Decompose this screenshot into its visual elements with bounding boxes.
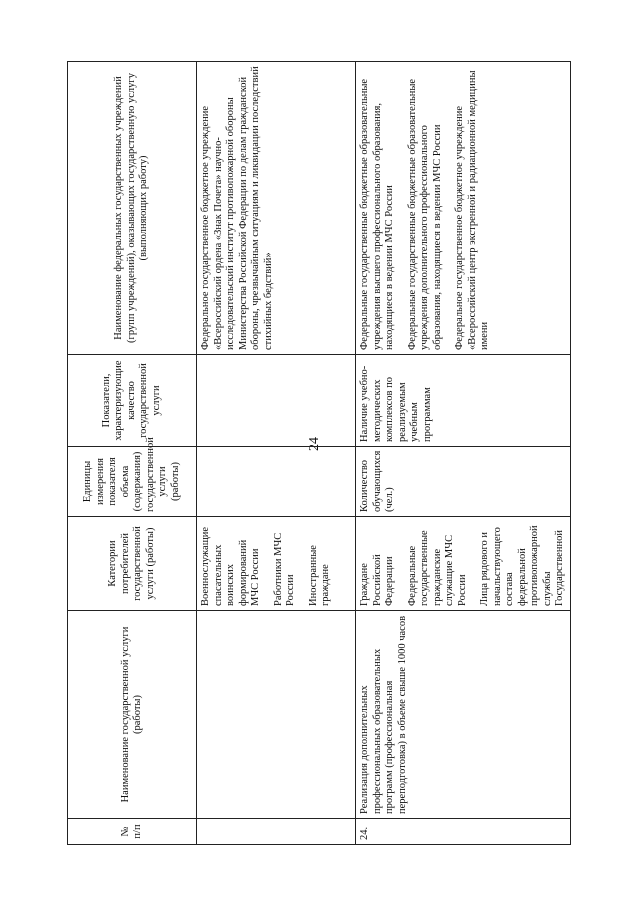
consumer-item: Работники МЧС России [272,532,296,606]
cell-indicator: Наличие учебно-методических комплексов по реализуемым учебным программам [356,355,571,447]
institution-item: Федеральные государственные бюджетные образовательные учреждения дополнительного профессионального образования, находящиеся в ведении МЧС России [406,78,443,350]
consumer-item: Граждане Российской Федерации [359,554,395,606]
header-num: № п/п [68,819,197,845]
cell-consumers [197,517,356,611]
page-number: 24 [307,437,322,451]
header-indicator: Показатели, характеризующие качество государственной услуги [68,355,197,447]
header-service: Наименование государственной услуги (работы) [68,611,197,819]
header-institutions: Наименование федеральных государственных учреждений (групп учреждений), оказывающих государственную услугу (выполняющих работу) [68,62,197,355]
institution-item: Федеральное государственное бюджетное учреждение «Всероссийский центр экстренной и радиационной медицины имени [454,70,490,350]
cell-institutions [197,62,356,355]
consumer-item: Федеральные государственные гражданские служащие МЧС России [406,530,468,606]
cell-service [197,611,356,819]
header-unit: Единицы измерения показателя объема (содержания) государственной услуги (работы) [68,447,197,517]
cell-institutions [356,62,571,355]
cell-unit [197,447,356,517]
cell-unit: Количество обучающихся (чел.) [356,447,571,517]
institution-item: Федеральные государственные бюджетные образовательные учреждения высшего профессионального образования, находящиеся в ведении МЧС России [359,78,395,350]
rotated-table-container [67,62,569,845]
table-row [356,62,571,845]
consumer-item: Иностранные граждане [307,545,331,606]
institution-item: Федеральное государственное бюджетное учреждение «Всероссийский ордена «Знак Почета» научно-исследовательский институт противопожарной обороны Министерства Российской Федерации по делам гражданской обороны, чрезвычайным ситуациям и ликвидации последствий стихийных бедствий» [200,66,274,350]
table-header-row [68,62,197,845]
header-consumers: Категории потребителей государственной услуги (работы) [68,517,197,611]
consumer-item: Лица рядового и начальствующего состава федеральной противопожарной службы Государственной [479,525,565,606]
cell-num: 24. [356,819,571,845]
table-row [197,62,356,845]
services-table [67,61,571,845]
cell-consumers [356,517,571,611]
cell-service: Реализация дополнительных профессиональных образовательных программ (профессиональная переподготовка) в объеме свыше 1000 часов [356,611,571,819]
cell-indicator [197,355,356,447]
consumer-item: Военнослужащие спасательных воинских формирований МЧС России [200,526,261,606]
cell-num [197,819,356,845]
